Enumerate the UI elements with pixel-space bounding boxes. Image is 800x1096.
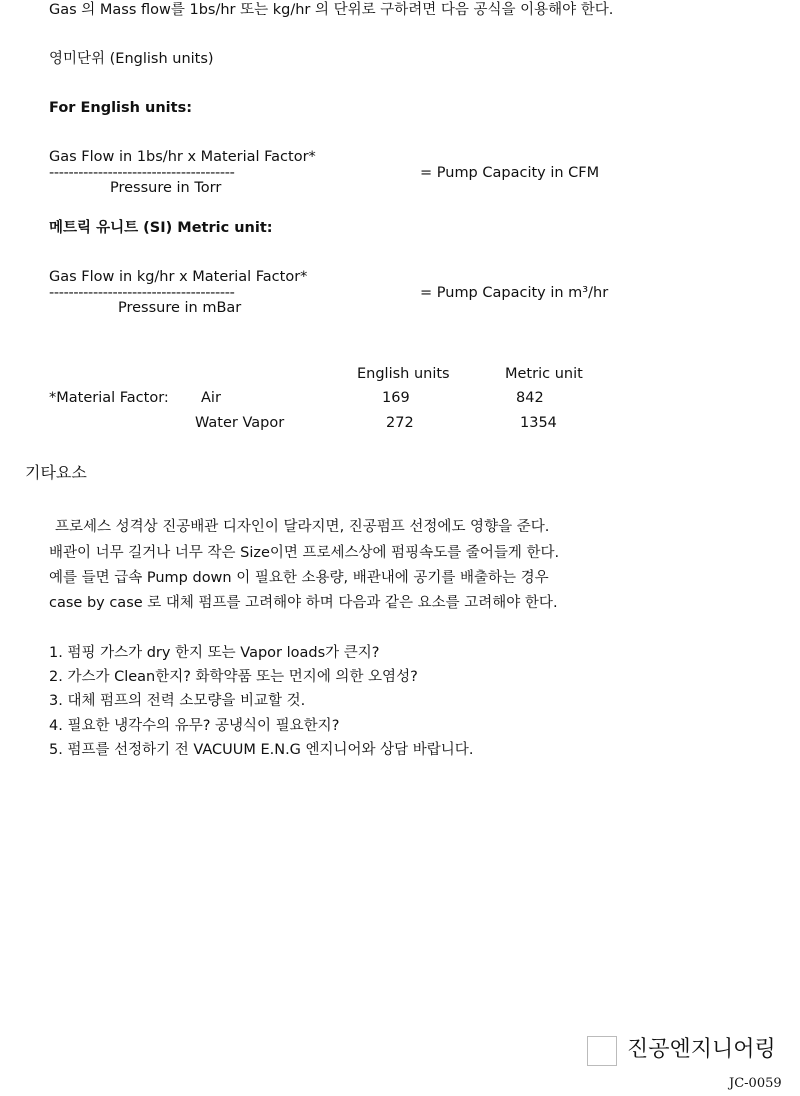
factor-row-metric-value: 842 bbox=[516, 390, 544, 406]
factor-row-metric-value: 1354 bbox=[520, 415, 557, 431]
english-formula-result: = Pump Capacity in CFM bbox=[420, 165, 600, 181]
paragraph-line: 예를 들면 급속 Pump down 이 필요한 소용량, 배관내에 공기를 배출하는 경우 bbox=[49, 570, 549, 586]
factor-row-name: Air bbox=[201, 390, 221, 406]
english-units-heading: 영미단위 (English units) bbox=[49, 51, 214, 67]
factor-col-metric: Metric unit bbox=[505, 366, 583, 382]
english-formula-heading: For English units: bbox=[49, 100, 193, 116]
section-heading-other-factors: 기타요소 bbox=[25, 463, 87, 482]
metric-formula-heading: 메트릭 유니트 (SI) Metric unit: bbox=[49, 220, 273, 236]
metric-formula-numerator: Gas Flow in kg/hr x Material Factor* bbox=[49, 269, 308, 285]
list-item: 4. 필요한 냉각수의 유무? 공냉식이 필요한지? bbox=[49, 718, 340, 734]
paragraph-line: 배관이 너무 길거나 너무 작은 Size이면 프로세스상에 펌핑속도를 줄어들게 한다. bbox=[49, 545, 560, 561]
factor-row-name: Water Vapor bbox=[195, 415, 285, 431]
metric-formula-divider: -------------------------------------- bbox=[49, 285, 235, 301]
factor-row-english-value: 169 bbox=[382, 390, 410, 406]
document-code: JC-0059 bbox=[729, 1076, 782, 1091]
company-name: 진공엔지니어링 bbox=[627, 1037, 776, 1062]
list-item: 5. 펌프를 선정하기 전 VACUUM E.N.G 엔지니어와 상담 바랍니다. bbox=[49, 742, 474, 758]
factor-row-english-value: 272 bbox=[386, 415, 414, 431]
paragraph-line: case by case 로 대체 펌프를 고려해야 하며 다음과 같은 요소를 고려해야 한다. bbox=[49, 595, 558, 611]
english-formula-denominator: Pressure in Torr bbox=[110, 180, 222, 196]
metric-formula-denominator: Pressure in mBar bbox=[118, 300, 242, 316]
paragraph-line: 프로세스 성격상 진공배관 디자인이 달라지면, 진공펌프 선정에도 영향을 준다. bbox=[55, 519, 550, 535]
metric-formula-result: = Pump Capacity in m³/hr bbox=[420, 285, 609, 301]
intro-text: Gas 의 Mass flow를 1bs/hr 또는 kg/hr 의 단위로 구하려면 다음 공식을 이용해야 한다. bbox=[49, 2, 614, 18]
english-formula-divider: -------------------------------------- bbox=[49, 165, 235, 181]
company-logo-box bbox=[587, 1036, 617, 1066]
list-item: 3. 대체 펌프의 전력 소모량을 비교할 것. bbox=[49, 693, 306, 709]
factor-col-english: English units bbox=[357, 366, 450, 382]
english-formula-numerator: Gas Flow in 1bs/hr x Material Factor* bbox=[49, 149, 316, 165]
list-item: 2. 가스가 Clean한지? 화학약품 또는 먼지에 의한 오염성? bbox=[49, 669, 418, 685]
list-item: 1. 펌핑 가스가 dry 한지 또는 Vapor loads가 큰지? bbox=[49, 645, 380, 661]
material-factor-label: *Material Factor: bbox=[49, 390, 169, 406]
